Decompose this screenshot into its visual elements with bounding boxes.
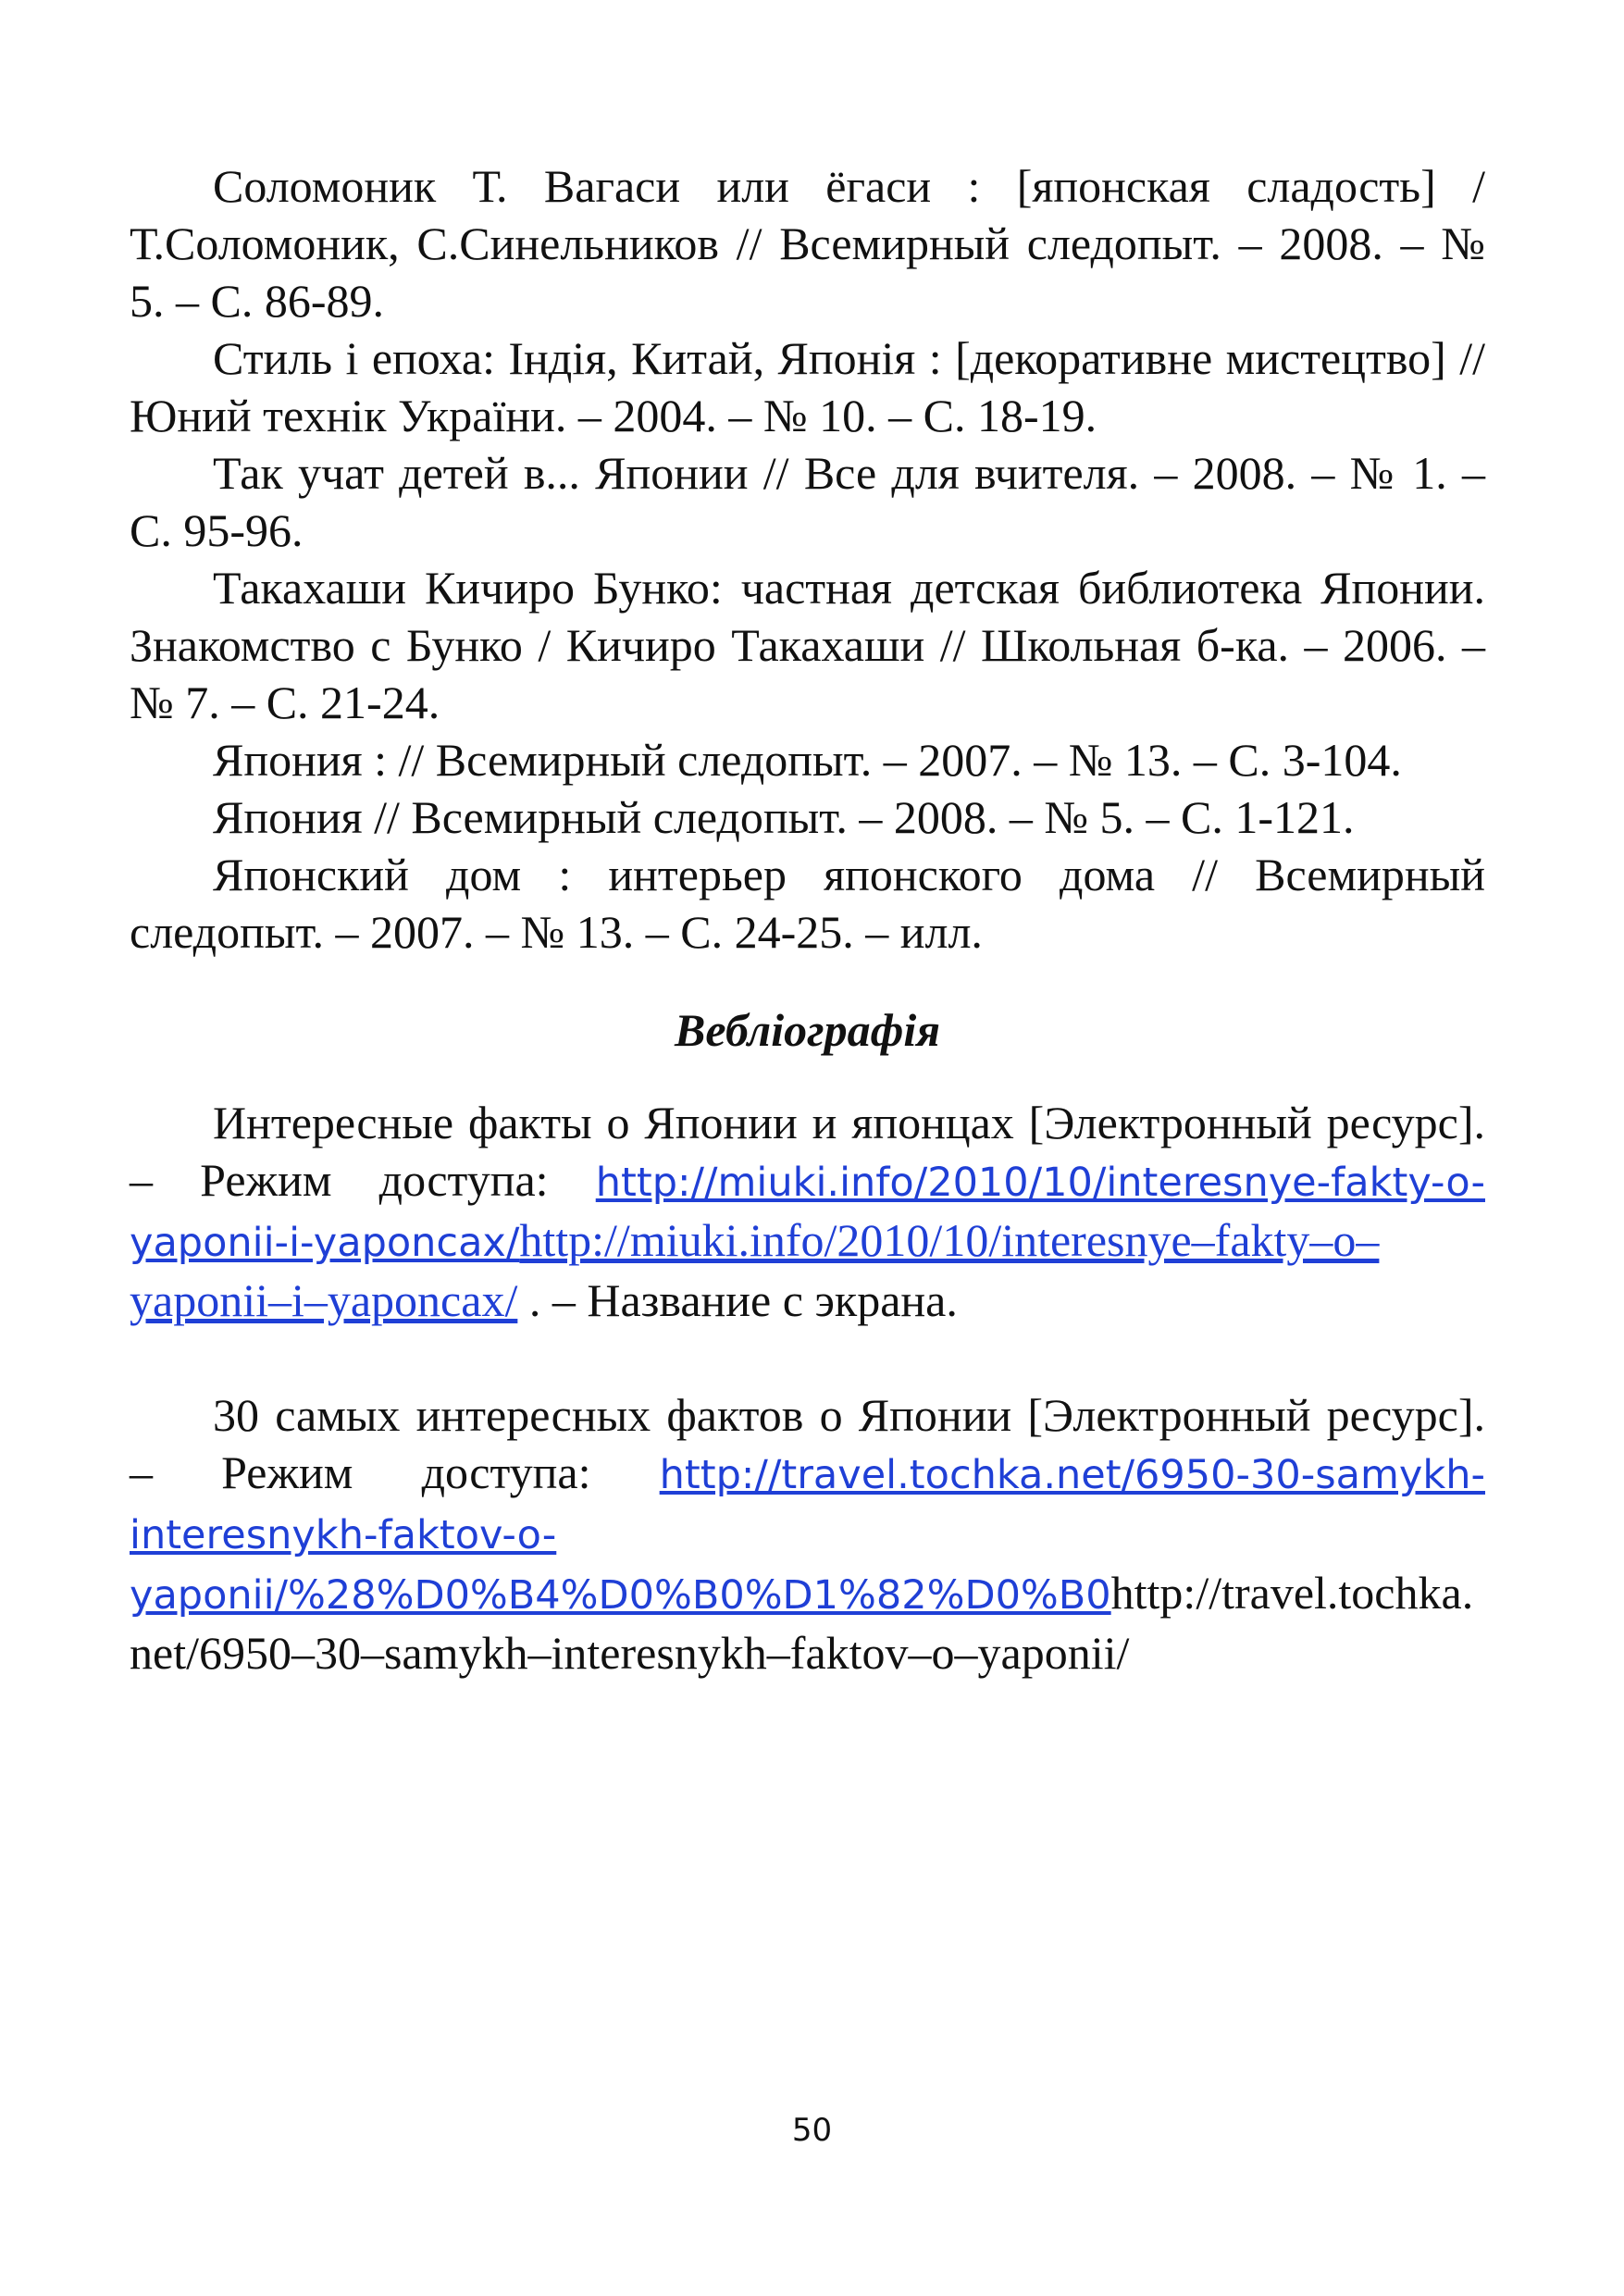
web-entry — [130, 1094, 1485, 1329]
spacer — [130, 1329, 1485, 1386]
web-entry-text: 30 самых интересных фактов о Японии [Электронный ресурс]. – Режим доступа: — [130, 1389, 1485, 1498]
bibliography-entry: Такахаши Кичиро Бунко: частная детская библиотека Японии. Знакомство с Бунко / Кичиро Такахаши // Школьная б-ка. – 2006. – № 7. – С. 21-24. — [130, 562, 1485, 728]
bibliography-entry: Японский дом : интерьер японского дома // Всемирный следопыт. – 2007. – № 13. – С. 24-25. – илл. — [130, 849, 1485, 958]
bibliography-page — [130, 157, 1485, 1682]
section-heading: Вебліографія — [674, 1004, 941, 1056]
web-entry-suffix: http://travel.tochka. net/6950–30–samykh–interesnykh–faktov–o–yaponii/ — [130, 1567, 1474, 1679]
bibliography-entry: Стиль і епоха: Індія, Китай, Японія : [декоративне мистецтво] // Юний технік України. – 2004. – № 10. – С. 18-19. — [130, 332, 1485, 441]
bibliography-entry: Япония : // Всемирный следопыт. – 2007. – № 13. – С. 3-104. — [213, 734, 1402, 786]
web-entry — [130, 1386, 1485, 1682]
bibliography-entry: Так учат детей в... Японии // Все для вчителя. – 2008. – № 1. – С. 95-96. — [130, 447, 1485, 556]
web-entry-text: Интересные факты о Японии и японцах [Электронный ресурс]. – Режим доступа: — [130, 1097, 1485, 1206]
bibliography-entry: Соломоник Т. Вагаси или ёгаси : [японская сладость] / Т.Соломоник, С.Синельников // Всемирный следопыт. – 2008. – № 5. – С. 86-89. — [130, 160, 1485, 327]
web-link[interactable]: http://travel.tochka.net/6950-30-samykh-interesnykh-faktov-o-yaponii/%28%D0%B4%D0%B0%D1%82%D0%B0 — [130, 1452, 1485, 1619]
web-link[interactable]: http://miuki.info/2010/10/interesnye-fakty-o-yaponii-i-yaponcax/ — [130, 1160, 1485, 1266]
web-link[interactable]: http://miuki.info/2010/10/interesnye–fakty–o–yaponii–i–yaponcax/ — [130, 1214, 1380, 1326]
bibliography-entry: Япония // Всемирный следопыт. – 2008. – № 5. – С. 1-121. — [213, 791, 1355, 843]
web-entry-suffix: . – Название с экрана. — [517, 1274, 958, 1326]
page-number: 50 — [791, 2112, 833, 2149]
